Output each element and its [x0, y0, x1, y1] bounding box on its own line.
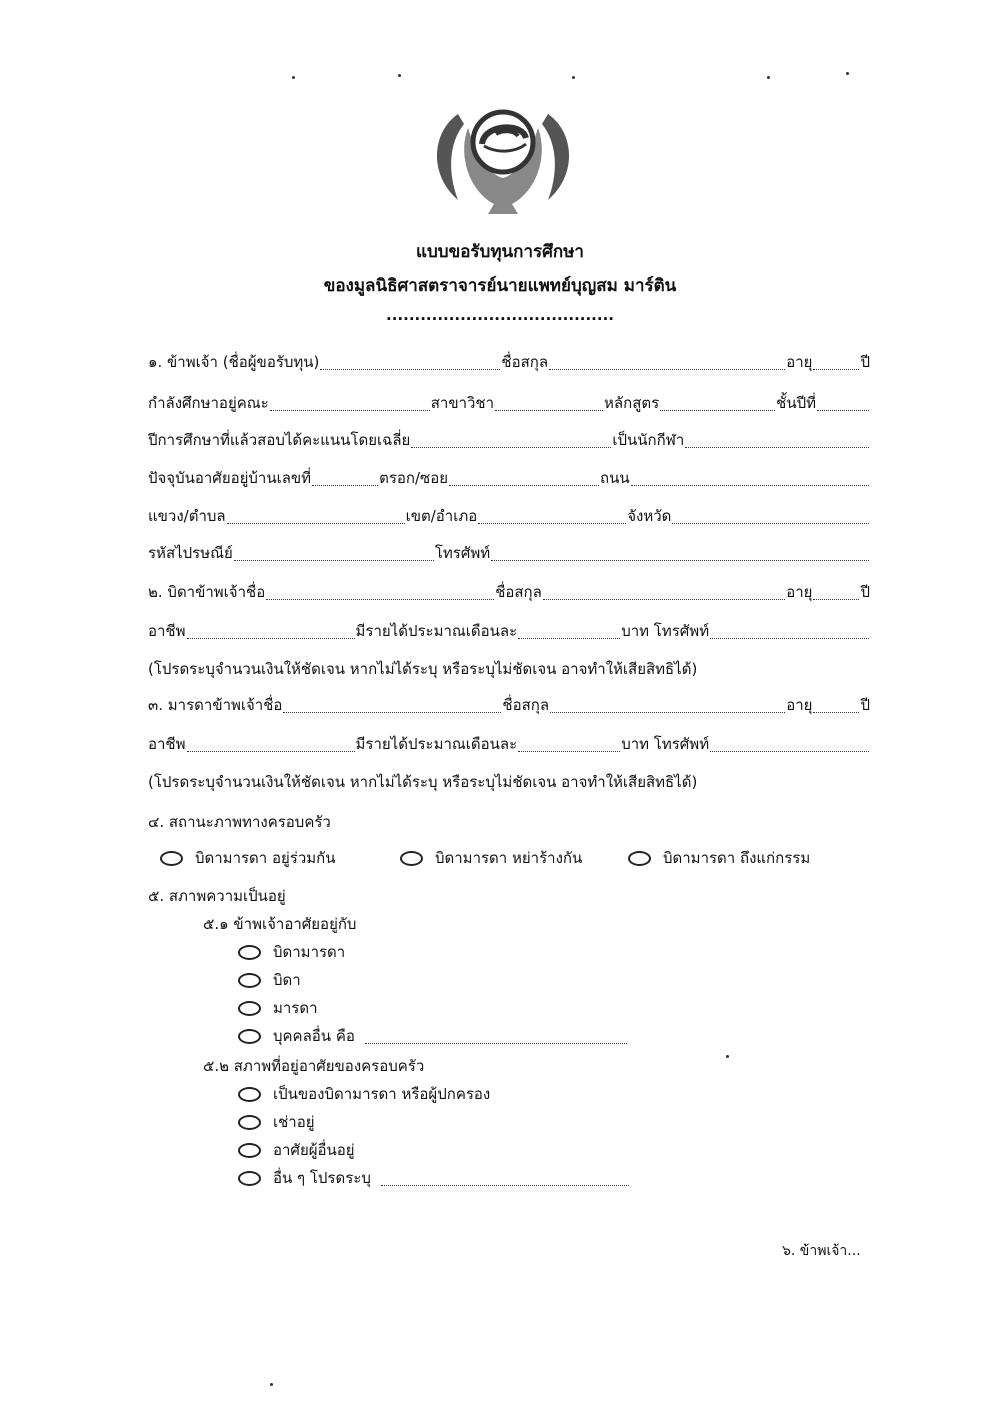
- mother-name-row: [148, 693, 870, 717]
- housing-heading: ๕.๒ สภาพที่อยู่อาศัยของครอบครัว: [203, 1057, 425, 1075]
- father-phone-field[interactable]: [710, 634, 869, 639]
- option-label: บิดามารดา: [273, 943, 346, 961]
- father-name-label: ๒. บิดาข้าพเจ้าชื่อ: [148, 583, 266, 601]
- scan-speck: [767, 76, 770, 79]
- radio-circle-icon[interactable]: [238, 1171, 261, 1186]
- faculty-label: กำลังศึกษาอยู่คณะ: [148, 394, 269, 412]
- applicant-age-field[interactable]: [813, 365, 859, 370]
- scan-speck: [846, 72, 849, 75]
- living-condition-heading: ๕. สภาพความเป็นอยู่: [148, 887, 286, 905]
- applicant-name-label: ๑. ข้าพเจ้า (ชื่อผู้ขอรับทุน): [148, 353, 320, 371]
- scan-speck: [726, 1055, 729, 1058]
- postal-code-label: รหัสไปรษณีย์: [148, 544, 233, 562]
- option-label: อาศัยผู้อื่นอยู่: [273, 1141, 355, 1159]
- radio-circle-icon[interactable]: [238, 1115, 261, 1130]
- father-years-label: ปี: [860, 583, 870, 601]
- family-status-heading: ๔. สถานะภาพทางครอบครัว: [148, 813, 331, 831]
- athlete-field[interactable]: [685, 443, 869, 448]
- father-name-field[interactable]: [266, 595, 494, 600]
- scan-speck: [292, 76, 295, 79]
- mother-phone-field[interactable]: [710, 747, 869, 752]
- title-dotted-line: ........................................: [386, 306, 614, 324]
- mother-age-label: อายุ: [786, 696, 813, 714]
- father-age-field[interactable]: [813, 595, 859, 600]
- mother-years-label: ปี: [860, 696, 870, 714]
- mother-name-label: ๓. มารดาข้าพเจ้าชื่อ: [148, 696, 283, 714]
- province-label: จังหวัด: [627, 507, 672, 525]
- mother-surname-field[interactable]: [550, 708, 785, 713]
- mother-income-note: (โปรดระบุจำนวนเงินให้ชัดเจน หากไม่ได้ระบุ หรือระบุไม่ชัดเจน อาจทำให้เสียสิทธิได้): [148, 773, 698, 791]
- alley-label: ตรอก/ซอย: [379, 469, 448, 487]
- option-label: บิดามารดา อยู่ร่วมกัน: [195, 849, 336, 867]
- year-level-field[interactable]: [817, 406, 869, 411]
- father-income-note: (โปรดระบุจำนวนเงินให้ชัดเจน หากไม่ได้ระบุ หรือระบุไม่ชัดเจน อาจทำให้เสียสิทธิได้): [148, 660, 698, 678]
- father-surname-field[interactable]: [543, 595, 785, 600]
- applicant-name-field[interactable]: [320, 365, 500, 370]
- option-label: บิดามารดา หย่าร้างกัน: [435, 849, 583, 867]
- family-status-option[interactable]: [400, 846, 582, 870]
- radio-circle-icon[interactable]: [400, 851, 423, 866]
- other-person-field[interactable]: [365, 1039, 627, 1044]
- faculty-field[interactable]: [270, 406, 430, 411]
- radio-circle-icon[interactable]: [238, 1087, 261, 1102]
- option-label: เป็นของบิดามารดา หรือผู้ปกครอง: [273, 1085, 491, 1103]
- surname-label: ชื่อสกุล: [501, 353, 549, 371]
- father-phone-label: บาท โทรศัพท์: [621, 622, 710, 640]
- father-income-label: มีรายได้ประมาณเดือนละ: [355, 622, 518, 640]
- major-field[interactable]: [495, 406, 603, 411]
- living-with-option[interactable]: [238, 1024, 627, 1048]
- option-label: อื่น ๆ โปรดระบุ: [273, 1169, 371, 1187]
- foundation-name: ของมูลนิธิศาสตราจารย์นายแพทย์บุญสม มาร์ติน: [323, 276, 677, 296]
- district-row: [148, 504, 870, 528]
- subdistrict-field[interactable]: [227, 519, 405, 524]
- housing-option[interactable]: [238, 1110, 315, 1134]
- radio-circle-icon[interactable]: [238, 1143, 261, 1158]
- age-label: อายุ: [786, 353, 813, 371]
- father-occupation-field[interactable]: [187, 634, 355, 639]
- radio-circle-icon[interactable]: [238, 1001, 261, 1016]
- option-label: บิดามารดา ถึงแก่กรรม: [663, 849, 811, 867]
- foundation-hands-logo-icon: [418, 104, 588, 216]
- living-with-option[interactable]: [238, 996, 318, 1020]
- father-surname-label: ชื่อสกุล: [495, 583, 542, 601]
- option-label: บุคคลอื่น คือ: [273, 1027, 355, 1045]
- continued-marker: ๖. ข้าพเจ้า...: [782, 1243, 861, 1259]
- radio-circle-icon[interactable]: [160, 851, 183, 866]
- father-age-label: อายุ: [786, 583, 813, 601]
- housing-option[interactable]: [238, 1166, 629, 1190]
- scan-speck: [398, 74, 401, 77]
- gpa-field[interactable]: [411, 443, 611, 448]
- housing-option[interactable]: [238, 1082, 490, 1106]
- phone-label: โทรศัพท์: [434, 544, 491, 562]
- living-with-option[interactable]: [238, 940, 345, 964]
- family-status-option[interactable]: [160, 846, 336, 870]
- mother-occupation-field[interactable]: [187, 747, 355, 752]
- curriculum-field[interactable]: [660, 406, 775, 411]
- mother-income-field[interactable]: [518, 747, 620, 752]
- postal-row: [148, 541, 870, 565]
- father-income-field[interactable]: [518, 634, 620, 639]
- years-label: ปี: [860, 353, 870, 371]
- mother-occupation-label: อาชีพ: [148, 735, 186, 753]
- applicant-surname-field[interactable]: [549, 365, 785, 370]
- mother-phone-label: บาท โทรศัพท์: [621, 735, 710, 753]
- option-label: เช่าอยู่: [273, 1113, 315, 1131]
- gpa-row: [148, 428, 870, 452]
- father-name-row: [148, 580, 870, 604]
- curriculum-label: หลักสูตร: [604, 394, 660, 412]
- alley-field[interactable]: [449, 481, 599, 486]
- mother-income-row: [148, 732, 870, 756]
- radio-circle-icon[interactable]: [238, 945, 261, 960]
- father-occupation-label: อาชีพ: [148, 622, 186, 640]
- road-field[interactable]: [631, 481, 869, 486]
- mother-name-field[interactable]: [283, 708, 501, 713]
- other-housing-field[interactable]: [381, 1181, 629, 1186]
- mother-age-field[interactable]: [813, 708, 859, 713]
- option-label: บิดา: [273, 971, 301, 989]
- radio-circle-icon[interactable]: [238, 973, 261, 988]
- study-row: [148, 391, 870, 415]
- house-number-field[interactable]: [312, 481, 378, 486]
- mother-income-label: มีรายได้ประมาณเดือนละ: [355, 735, 518, 753]
- option-label: มารดา: [273, 999, 318, 1017]
- family-status-option[interactable]: [628, 846, 810, 870]
- housing-option[interactable]: [238, 1138, 355, 1162]
- mother-surname-label: ชื่อสกุล: [502, 696, 550, 714]
- gpa-label: ปีการศึกษาที่แล้วสอบได้คะแนนโดยเฉลี่ย: [148, 431, 411, 449]
- year-level-label: ชั้นปีที่: [776, 394, 816, 412]
- subdistrict-label: แขวง/ตำบล: [148, 507, 226, 525]
- major-label: สาขาวิชา: [430, 394, 495, 412]
- athlete-label: เป็นนักกีฬา: [612, 431, 685, 449]
- district-field[interactable]: [478, 519, 626, 524]
- living-with-option[interactable]: [238, 968, 301, 992]
- address-row: [148, 466, 870, 490]
- scan-speck: [270, 1383, 273, 1386]
- radio-circle-icon[interactable]: [238, 1029, 261, 1044]
- phone-field[interactable]: [491, 556, 869, 561]
- radio-circle-icon[interactable]: [628, 851, 651, 866]
- house-number-label: ปัจจุบันอาศัยอยู่บ้านเลขที่: [148, 469, 312, 487]
- living-with-heading: ๕.๑ ข้าพเจ้าอาศัยอยู่กับ: [203, 915, 357, 933]
- applicant-name-row: [148, 350, 870, 374]
- road-label: ถนน: [600, 469, 630, 487]
- form-title: แบบขอรับทุนการศึกษา: [416, 242, 584, 262]
- district-label: เขต/อำเภอ: [405, 507, 478, 525]
- postal-code-field[interactable]: [234, 556, 434, 561]
- province-field[interactable]: [672, 519, 869, 524]
- scan-speck: [572, 76, 575, 79]
- father-income-row: [148, 619, 870, 643]
